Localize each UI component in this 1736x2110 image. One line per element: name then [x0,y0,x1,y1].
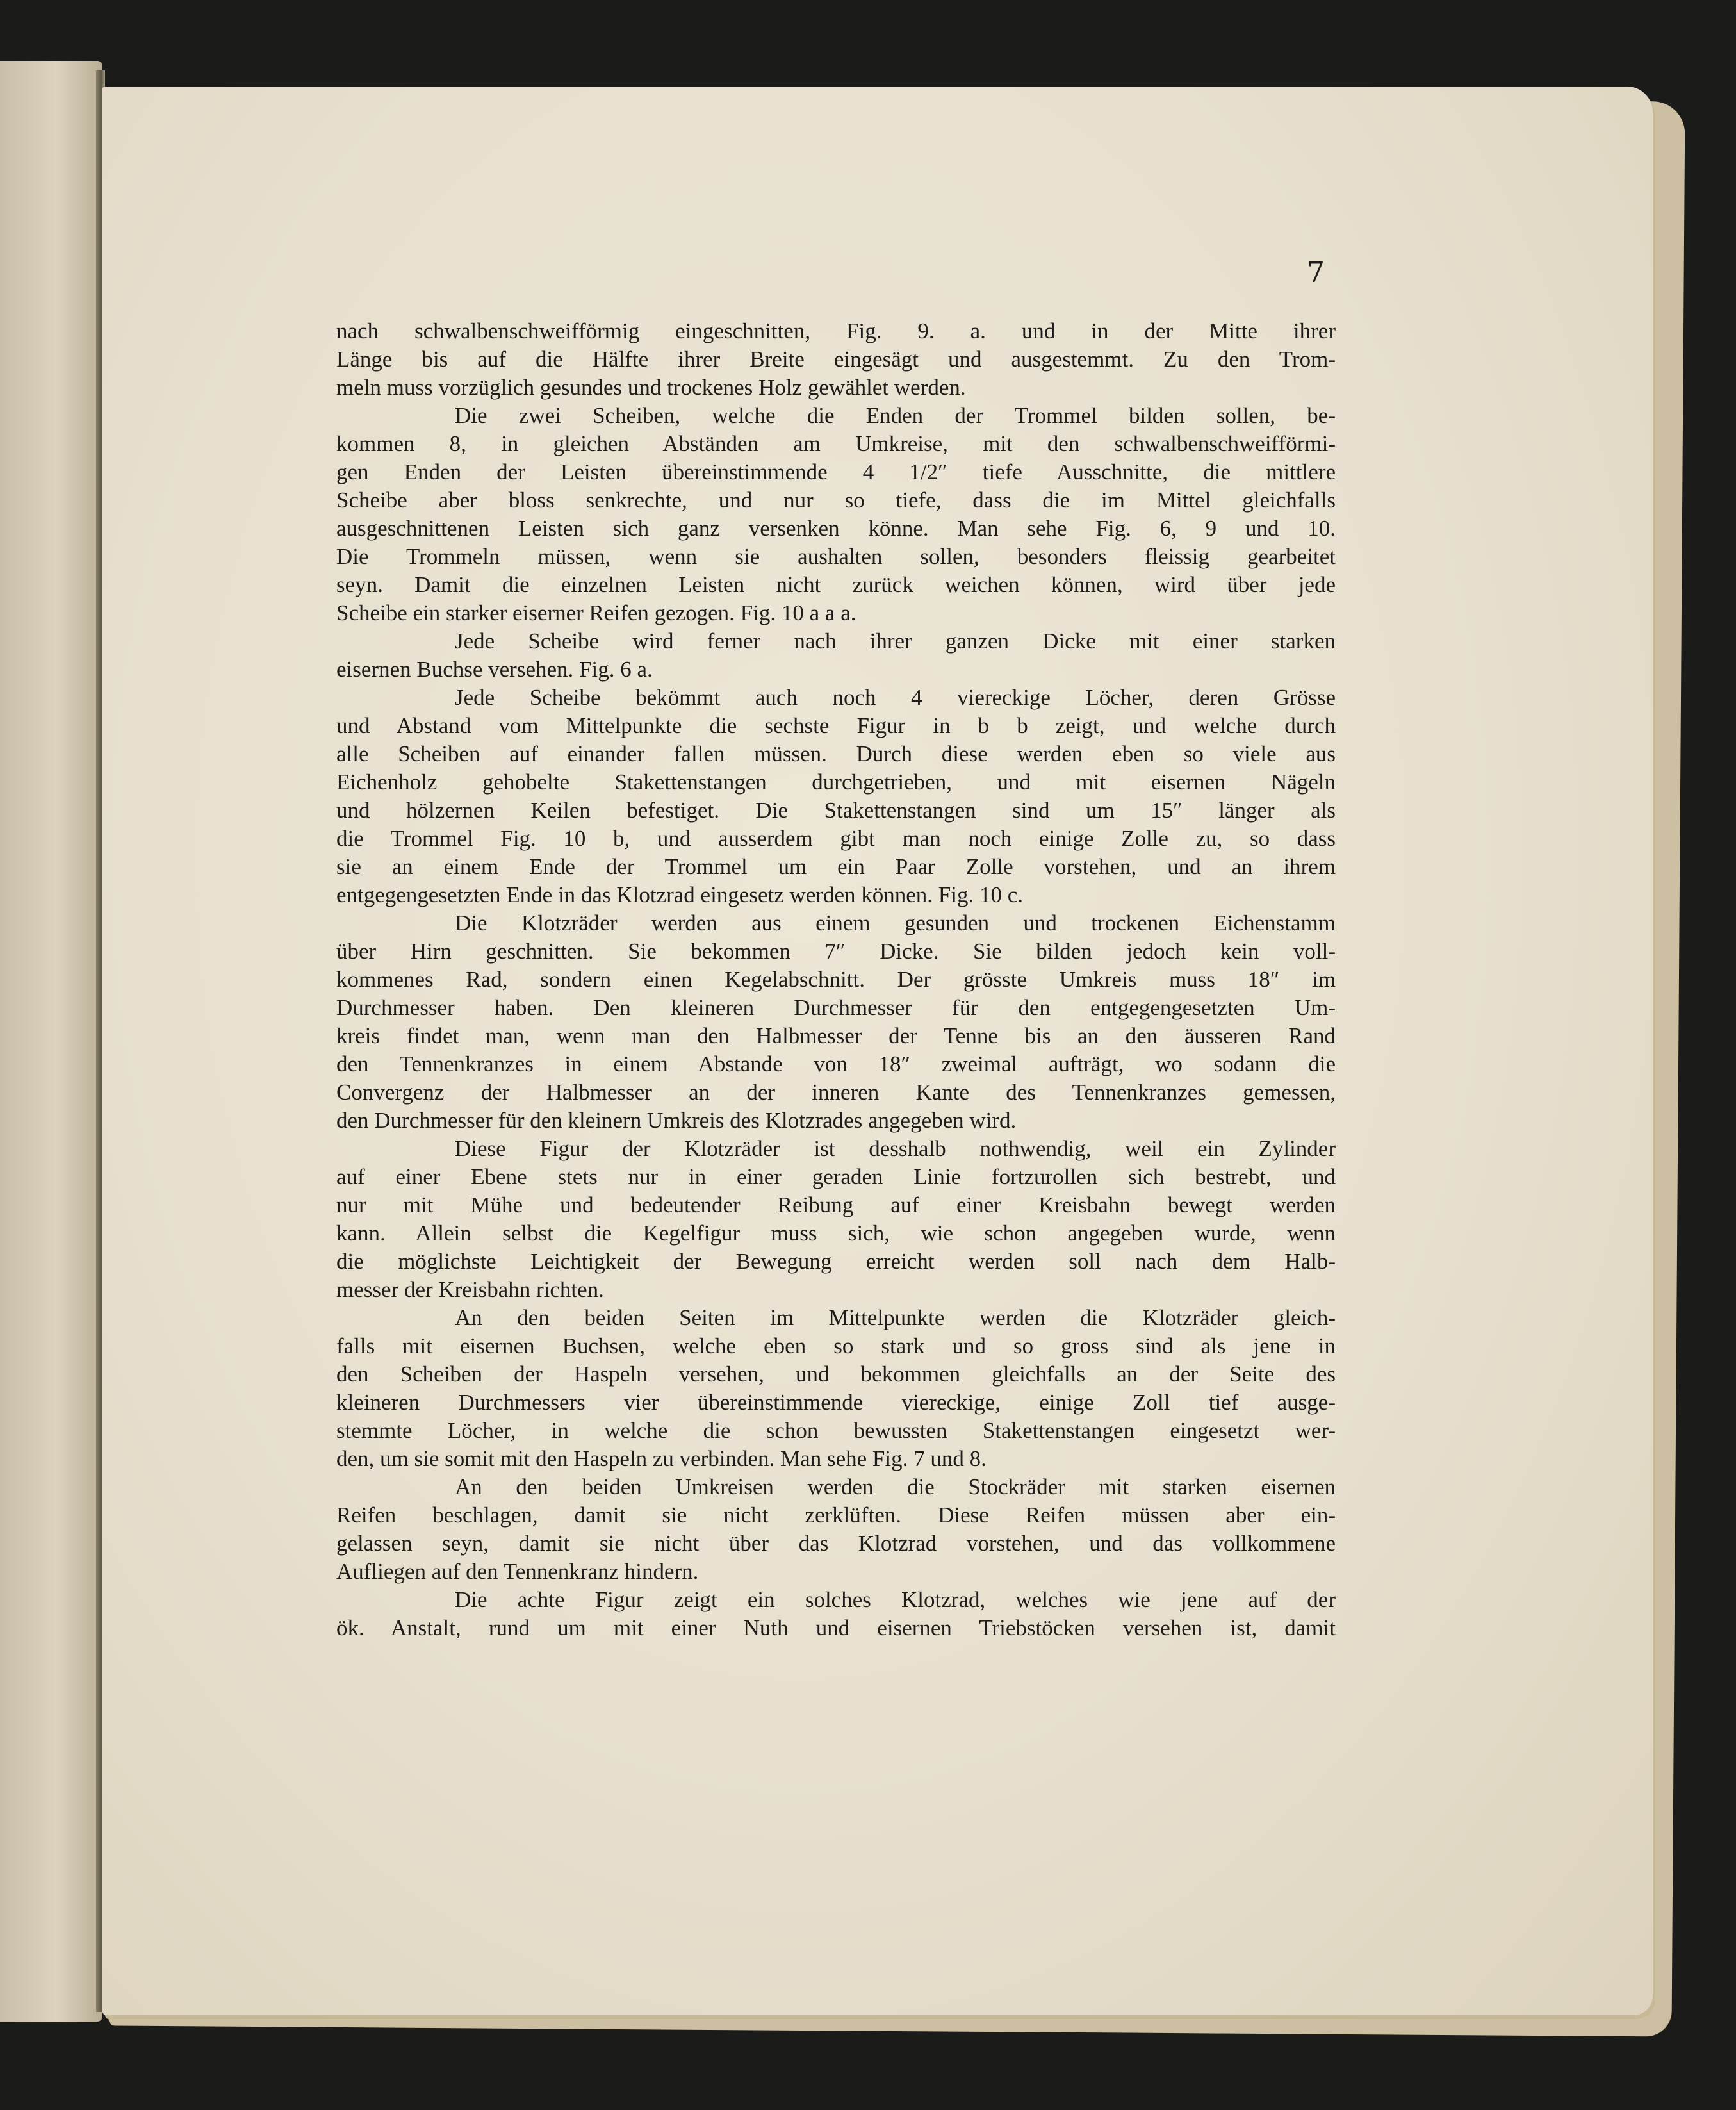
text-line: kommenes Rad, sondern einen Kegelabschnitt. Der grösste Umkreis muss 18″ im [336,967,1336,992]
text-line: Die Trommeln müssen, wenn sie aushalten sollen, besonders fleissig gearbeitet [336,544,1336,569]
text-line: kommen 8, in gleichen Abständen am Umkreise, mit den schwalbenschweifförmi- [336,431,1336,456]
text-line: alle Scheiben auf einander fallen müssen. Durch diese werden eben so viele aus [336,741,1336,766]
text-line: An den beiden Umkreisen werden die Stockräder mit starken eisernen [455,1474,1336,1499]
text-line: Aufliegen auf den Tennenkranz hindern. [336,1559,699,1584]
text-line: die möglichste Leichtigkeit der Bewegung erreicht werden soll nach dem Halb- [336,1249,1336,1274]
text-line: Scheibe aber bloss senkrechte, und nur so tiefe, dass die im Mittel gleichfalls [336,488,1336,513]
text-line: gen Enden der Leisten übereinstimmende 4 1/2″ tiefe Ausschnitte, die mittlere [336,459,1336,484]
text-line: kann. Allein selbst die Kegelfigur muss sich, wie schon angegeben wurde, wenn [336,1221,1336,1246]
left-page-edge [0,61,102,2022]
body-text [336,317,1336,1642]
text-line: falls mit eisernen Buchsen, welche eben so stark und so gross sind als jene in [336,1333,1336,1358]
text-line: Jede Scheibe bekömmt auch noch 4 viereckige Löcher, deren Grösse [455,685,1336,710]
text-line: Eichenholz gehobelte Stakettenstangen durchgetrieben, und mit eisernen Nägeln [336,770,1336,795]
text-line: eisernen Buchse versehen. Fig. 6 a. [336,657,653,682]
text-line: und Abstand vom Mittelpunkte die sechste Figur in b b zeigt, und welche durch [336,713,1336,738]
text-line: auf einer Ebene stets nur in einer geraden Linie fortzurollen sich bestrebt, und [336,1164,1336,1189]
text-line: nach schwalbenschweifförmig eingeschnitten, Fig. 9. a. und in der Mitte ihrer [336,318,1336,343]
text-line: und hölzernen Keilen befestiget. Die Stakettenstangen sind um 15″ länger als [336,798,1336,823]
text-line: Convergenz der Halbmesser an der inneren Kante des Tennenkranzes gemessen, [336,1080,1336,1105]
text-line: Jede Scheibe wird ferner nach ihrer ganzen Dicke mit einer starken [455,629,1336,654]
text-line: ök. Anstalt, rund um mit einer Nuth und eisernen Triebstöcken versehen ist, damit [336,1615,1336,1640]
text-line: die Trommel Fig. 10 b, und ausserdem gibt man noch einige Zolle zu, so dass [336,826,1336,851]
text-line: ausgeschnittenen Leisten sich ganz versenken könne. Man sehe Fig. 6, 9 und 10. [336,516,1336,541]
text-line: gelassen seyn, damit sie nicht über das Klotzrad vorstehen, und das vollkommene [336,1531,1336,1556]
text-line: Scheibe ein starker eiserner Reifen gezogen. Fig. 10 a a a. [336,600,856,625]
text-line: meln muss vorzüglich gesundes und trockenes Holz gewählet werden. [336,375,966,400]
text-line: Die zwei Scheiben, welche die Enden der Trommel bilden sollen, be- [455,403,1336,428]
text-line: seyn. Damit die einzelnen Leisten nicht zurück weichen können, wird über jede [336,572,1336,597]
text-line: Durchmesser haben. Den kleineren Durchmesser für den entgegengesetzten Um- [336,995,1336,1020]
text-line: Diese Figur der Klotzräder ist desshalb nothwendig, weil ein Zylinder [455,1136,1336,1161]
text-line: Die Klotzräder werden aus einem gesunden und trockenen Eichenstamm [455,911,1336,935]
text-line: Länge bis auf die Hälfte ihrer Breite eingesägt und ausgestemmt. Zu den Trom- [336,347,1336,372]
text-line: den Tennenkranzes in einem Abstande von 18″ zweimal aufträgt, wo sodann die [336,1051,1336,1076]
text-line: Reifen beschlagen, damit sie nicht zerklüften. Diese Reifen müssen aber ein- [336,1503,1336,1528]
text-line: sie an einem Ende der Trommel um ein Paar Zolle vorstehen, und an ihrem [336,854,1336,879]
text-line: messer der Kreisbahn richten. [336,1277,604,1302]
text-line: über Hirn geschnitten. Sie bekommen 7″ Dicke. Sie bilden jedoch kein voll- [336,939,1336,964]
text-line: Die achte Figur zeigt ein solches Klotzrad, welches wie jene auf der [455,1587,1336,1612]
text-line: kreis findet man, wenn man den Halbmesser der Tenne bis an den äusseren Rand [336,1023,1336,1048]
text-line: entgegengesetzten Ende in das Klotzrad eingesetz werden können. Fig. 10 c. [336,882,1023,907]
page-number: 7 [1307,256,1325,289]
text-line: kleineren Durchmessers vier übereinstimmende viereckige, einige Zoll tief ausge- [336,1390,1336,1415]
text-line: den, um sie somit mit den Haspeln zu verbinden. Man sehe Fig. 7 und 8. [336,1446,987,1471]
text-line: stemmte Löcher, in welche die schon bewussten Stakettenstangen eingesetzt wer- [336,1418,1336,1443]
text-line: nur mit Mühe und bedeutender Reibung auf einer Kreisbahn bewegt werden [336,1192,1336,1217]
text-line: den Scheiben der Haspeln versehen, und bekommen gleichfalls an der Seite des [336,1362,1336,1387]
text-line: den Durchmesser für den kleinern Umkreis des Klotzrades angegeben wird. [336,1108,1017,1133]
text-line: An den beiden Seiten im Mittelpunkte werden die Klotzräder gleich- [455,1305,1336,1330]
